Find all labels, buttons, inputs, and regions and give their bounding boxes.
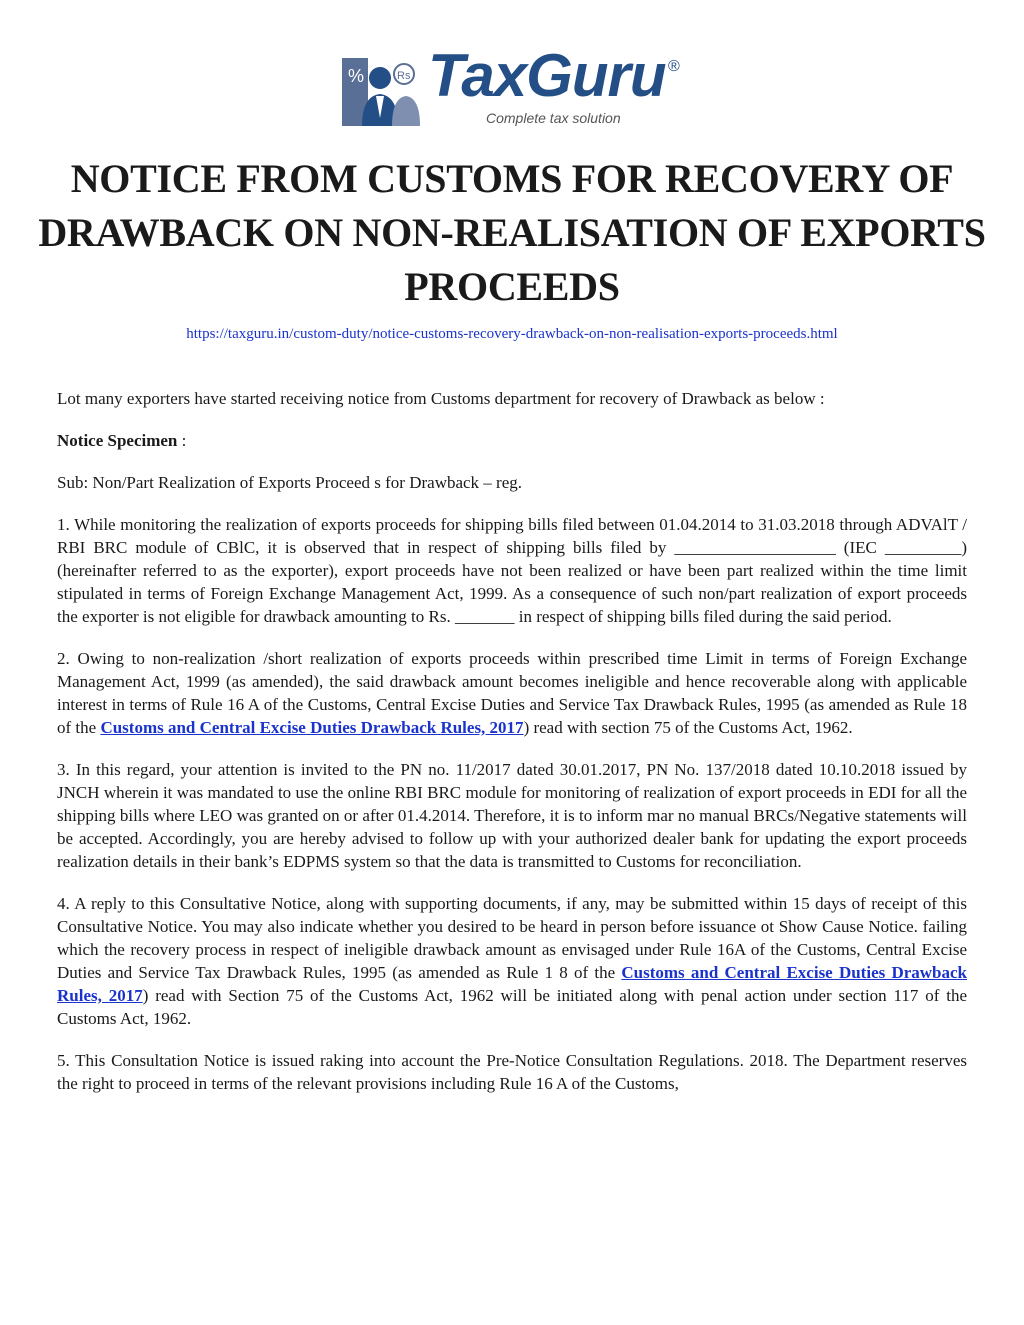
paragraph-1: 1. While monitoring the realization of exports proceeds for shipping bills filed between 01.04.2014 to 31.03.2018 through ADVAlT / RBI BRC module of CBlC, it is observed that in respect of shipping bills filed by ___________________ (IEC _________) (hereinafter referred to as the exporter), export proceeds have not been realized or have been part realized within the time limit stipulated in terms of Foreign Exchange Management Act, 1999. As a consequence of such non/part realization of export proceeds the exporter is not eligible for drawback amounting to Rs. _______ in respect of shipping bills filed during the said period.	[57, 515, 967, 626]
drawback-rules-link-2[interactable]: Customs and Central Excise Duties Drawback Rules, 2017	[57, 963, 968, 1005]
article-body	[57, 387, 967, 1114]
registered-mark: ®	[668, 58, 680, 75]
paragraph-4	[57, 892, 967, 1030]
logo-wordmark: TaxGuru	[428, 42, 666, 109]
paragraph-4-text-before: 4. A reply to this Consultative Notice, along with supporting documents, if any, may be submitted within 15 days of receipt of this Consultative Notice. You may also indicate whether you desired to be heard in person before issuance ot Show Cause Notice. failing which the recovery process in respect of ineligible drawback amount as envisaged under Rule 16A of the Customs, Central Excise Duties and Service Tax Drawback Rules, 1995 (as amended as Rule 1 8 of the	[57, 894, 967, 982]
specimen-heading	[57, 429, 967, 452]
logo-tagline: Complete tax solution	[486, 110, 621, 126]
paragraph-2	[57, 647, 967, 739]
paragraph-4-text-after: ) read with Section 75 of the Customs Act, 1962 will be initiated along with penal action under section 117 of the Customs Act, 1962.	[57, 986, 967, 1028]
paragraph-3: 3. In this regard, your attention is invited to the PN no. 11/2017 dated 30.01.2017, PN No. 137/2018 dated 10.10.2018 issued by JNCH wherein it was mandated to use the online RBI BRC module for monitoring of realization of export proceeds in EDI for all the shipping bills where LEO was granted on or after 01.4.2014. Therefore, it is to inform mar no manual BRCs/Negative statements will be accepted. Accordingly, you are hereby advised to follow up with your authorized dealer bank for updating the export proceeds realization details in their bank’s EDPMS system so that the data is transmitted to Customs for reconciliation.	[57, 760, 967, 871]
intro-paragraph: Lot many exporters have started receiving notice from Customs department for recovery of Drawback as below :	[57, 389, 825, 408]
source-url-link[interactable]: https://taxguru.in/custom-duty/notice-customs-recovery-drawback-on-non-realisation-exports-proceeds.html	[186, 326, 838, 342]
taxguru-people-icon	[340, 56, 422, 128]
specimen-label: Notice Specimen	[57, 431, 178, 450]
subject-line: Sub: Non/Part Realization of Exports Proceed s for Drawback – reg.	[57, 473, 523, 492]
paragraph-2-text-before: 2. Owing to non-realization /short realization of exports proceeds within prescribed time Limit in terms of Foreign Exchange Management Act, 1999 (as amended), the said drawback amount becomes ineligible and hence recoverable along with applicable interest in terms of Rule 16 A of the Customs, Central Excise Duties and Service Tax Drawback Rules, 1995 (as amended as Rule 18 of the	[57, 649, 967, 737]
rupee-symbol: Rs	[397, 70, 411, 82]
specimen-colon: :	[177, 431, 187, 450]
drawback-rules-link[interactable]: Customs and Central Excise Duties Drawback Rules, 2017	[100, 718, 524, 737]
paragraph-5: 5. This Consultation Notice is issued raking into account the Pre-Notice Consultation Regulations. 2018. The Department reserves the right to proceed in terms of the relevant provisions including Rule 16 A of the Customs,	[57, 1051, 967, 1093]
paragraph-2-text-after: ) read with section 75 of the Customs Act, 1962.	[523, 718, 853, 737]
percent-symbol: %	[348, 66, 365, 86]
page-title: NOTICE FROM CUSTOMS FOR RECOVERY OF DRAWBACK ON NON-REALISATION OF EXPORTS PROCEEDS	[38, 156, 986, 309]
taxguru-logo[interactable]	[340, 42, 685, 132]
